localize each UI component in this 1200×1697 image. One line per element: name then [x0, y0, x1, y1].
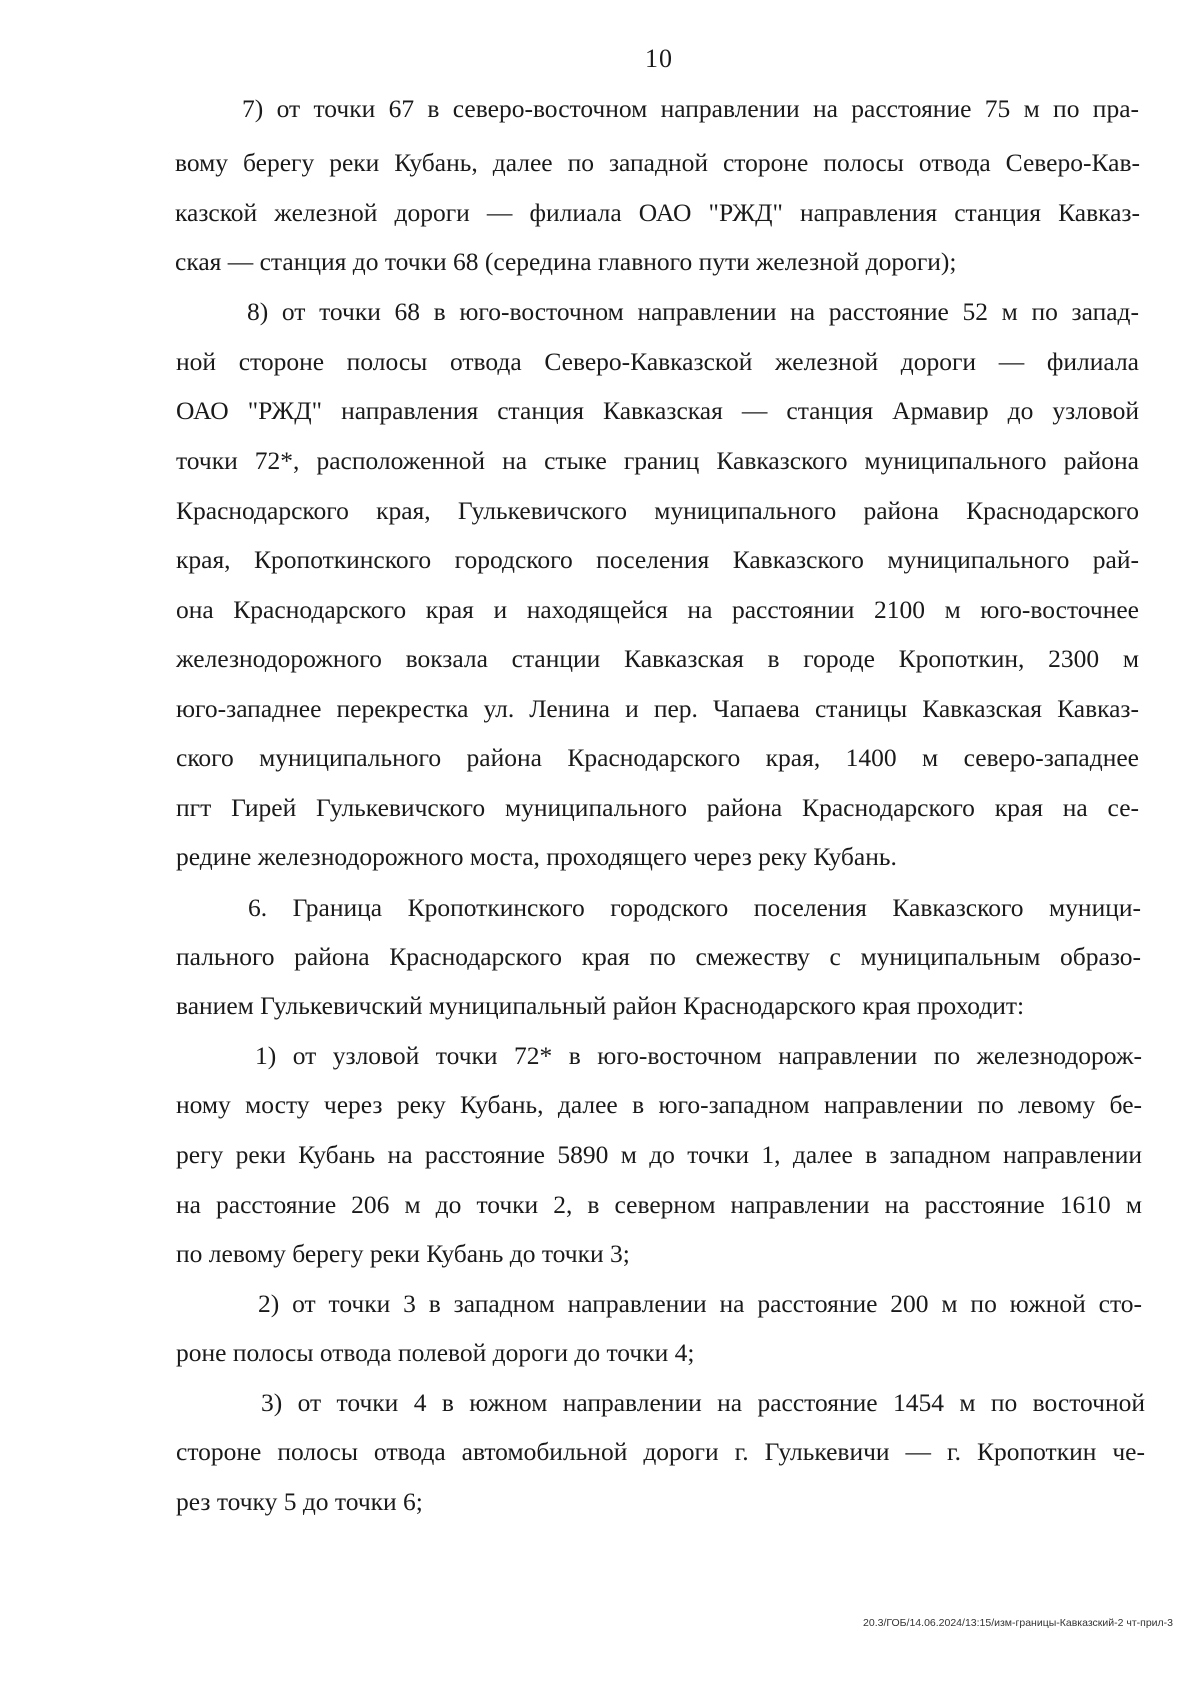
- text-line: ская — станция до точки 68 (середина главного пути железной дороги);: [175, 247, 957, 276]
- page-number: 10: [645, 44, 673, 73]
- text-line: регу реки Кубань на расстояние 5890 м до точки 1, далее в западном направлении: [176, 1140, 1142, 1169]
- text-line: 1) от узловой точки 72* в юго-восточном направлении по железнодорож-: [255, 1041, 1142, 1070]
- text-line: юго-западнее перекрестка ул. Ленина и пер. Чапаева станицы Кавказская Кавказ-: [176, 694, 1139, 723]
- text-line: ной стороне полосы отвода Северо-Кавказской железной дороги — филиала: [176, 347, 1139, 376]
- text-line: на расстояние 206 м до точки 2, в северном направлении на расстояние 1610 м: [176, 1190, 1142, 1219]
- document-footer-code: 20.3/ГОБ/14.06.2024/13:15/изм-границы-Кавказский-2 чт-прил-3: [863, 1617, 1173, 1629]
- text-line: 7) от точки 67 в северо-восточном направлении на расстояние 75 м по пра-: [242, 94, 1139, 123]
- text-line: 3) от точки 4 в южном направлении на расстояние 1454 м по восточной: [261, 1388, 1145, 1417]
- text-line: Краснодарского края, Гулькевичского муниципального района Краснодарского: [176, 496, 1139, 525]
- text-line: пального района Краснодарского края по смежеству с муниципальным образо-: [176, 942, 1141, 971]
- text-line: вому берегу реки Кубань, далее по западной стороне полосы отвода Северо-Кав-: [175, 148, 1140, 177]
- text-line: по левому берегу реки Кубань до точки 3;: [176, 1239, 630, 1268]
- text-line: ОАО "РЖД" направления станция Кавказская — станция Армавир до узловой: [176, 396, 1139, 425]
- text-line: железнодорожного вокзала станции Кавказская в городе Кропоткин, 2300 м: [176, 644, 1139, 673]
- text-line: ского муниципального района Краснодарского края, 1400 м северо-западнее: [176, 743, 1139, 772]
- text-line: рез точку 5 до точки 6;: [176, 1487, 423, 1516]
- text-line: края, Кропоткинского городского поселения Кавказского муниципального рай-: [176, 545, 1139, 574]
- text-line: стороне полосы отвода автомобильной дороги г. Гулькевичи — г. Кропоткин че-: [176, 1437, 1145, 1466]
- text-line: 8) от точки 68 в юго-восточном направлении на расстояние 52 м по запад-: [247, 297, 1139, 326]
- text-line: казской железной дороги — филиала ОАО "РЖД" направления станция Кавказ-: [175, 198, 1140, 227]
- text-line: редине железнодорожного моста, проходящего через реку Кубань.: [176, 842, 897, 871]
- text-line: роне полосы отвода полевой дороги до точки 4;: [176, 1338, 695, 1367]
- text-line: она Краснодарского края и находящейся на расстоянии 2100 м юго-восточнее: [176, 595, 1139, 624]
- text-line: 6. Граница Кропоткинского городского поселения Кавказского муници-: [248, 893, 1141, 922]
- text-line: пгт Гирей Гулькевичского муниципального района Краснодарского края на се-: [176, 793, 1139, 822]
- text-line: ному мосту через реку Кубань, далее в юго-западном направлении по левому бе-: [176, 1090, 1142, 1119]
- text-line: ванием Гулькевичский муниципальный район Краснодарского края проходит:: [176, 991, 1025, 1020]
- text-line: 2) от точки 3 в западном направлении на расстояние 200 м по южной сто-: [258, 1289, 1142, 1318]
- text-line: точки 72*, расположенной на стыке границ Кавказского муниципального района: [176, 446, 1139, 475]
